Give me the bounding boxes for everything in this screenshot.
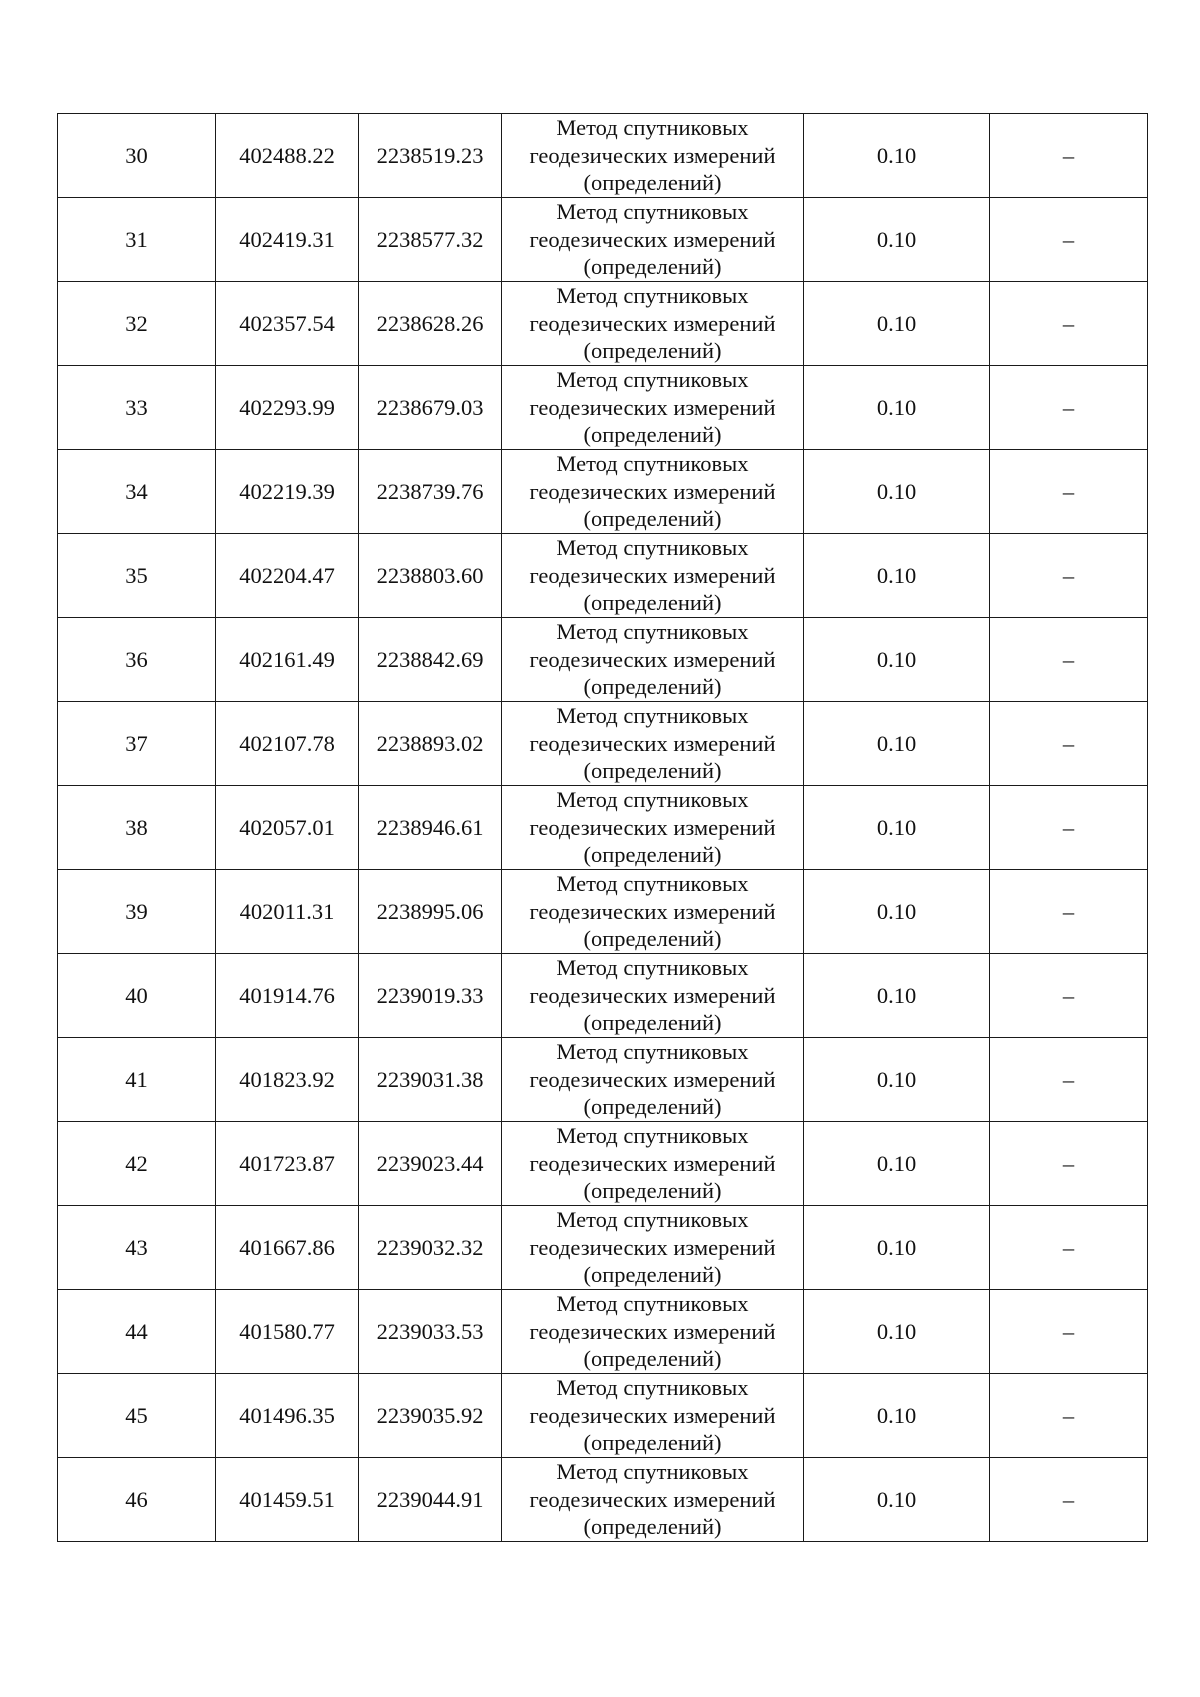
method-text-line: Метод спутниковых — [556, 283, 749, 309]
accuracy-cell: 0.10 — [804, 1206, 990, 1290]
method-text-line: геодезических измерений — [529, 730, 776, 756]
method-cell — [502, 1122, 804, 1206]
point-number-cell: 40 — [58, 954, 216, 1038]
x-coordinate-cell: 401667.86 — [216, 1206, 359, 1290]
method-text-line: Метод спутниковых — [556, 535, 749, 561]
y-coordinate-cell: 2239019.33 — [359, 954, 502, 1038]
method-text-line: геодезических измерений — [529, 982, 776, 1008]
point-number-cell: 31 — [58, 198, 216, 282]
accuracy-cell: 0.10 — [804, 618, 990, 702]
description-cell: – — [990, 1374, 1148, 1458]
table-body — [58, 114, 1148, 1542]
table-row — [58, 618, 1148, 702]
method-text-line: Метод спутниковых — [556, 367, 749, 393]
x-coordinate-cell: 402161.49 — [216, 618, 359, 702]
point-number-cell: 33 — [58, 366, 216, 450]
method-text-line: геодезических измерений — [529, 646, 776, 672]
x-coordinate-cell: 402057.01 — [216, 786, 359, 870]
table-row — [58, 198, 1148, 282]
method-text-line: Метод спутниковых — [556, 955, 749, 981]
x-coordinate-cell: 402293.99 — [216, 366, 359, 450]
method-text-line: Метод спутниковых — [556, 451, 749, 477]
method-text-line: геодезических измерений — [529, 562, 776, 588]
method-cell — [502, 450, 804, 534]
table-row — [58, 534, 1148, 618]
table-row — [58, 1038, 1148, 1122]
method-text-line: геодезических измерений — [529, 1402, 776, 1428]
y-coordinate-cell: 2238995.06 — [359, 870, 502, 954]
method-text-line: геодезических измерений — [529, 898, 776, 924]
method-text-line: (определений) — [583, 1178, 722, 1204]
method-cell — [502, 114, 804, 198]
method-cell — [502, 1458, 804, 1542]
y-coordinate-cell: 2238628.26 — [359, 282, 502, 366]
description-cell: – — [990, 366, 1148, 450]
table-row — [58, 450, 1148, 534]
method-text-line: Метод спутниковых — [556, 1039, 749, 1065]
method-text-line: геодезических измерений — [529, 1150, 776, 1176]
accuracy-cell: 0.10 — [804, 282, 990, 366]
method-text-line: Метод спутниковых — [556, 703, 749, 729]
x-coordinate-cell: 401459.51 — [216, 1458, 359, 1542]
method-cell — [502, 282, 804, 366]
y-coordinate-cell: 2238739.76 — [359, 450, 502, 534]
method-cell — [502, 1038, 804, 1122]
method-text-line: геодезических измерений — [529, 1066, 776, 1092]
point-number-cell: 43 — [58, 1206, 216, 1290]
method-cell — [502, 870, 804, 954]
method-cell — [502, 198, 804, 282]
method-text-line: геодезических измерений — [529, 1234, 776, 1260]
method-text-line: Метод спутниковых — [556, 1375, 749, 1401]
point-number-cell: 41 — [58, 1038, 216, 1122]
x-coordinate-cell: 401723.87 — [216, 1122, 359, 1206]
description-cell: – — [990, 1290, 1148, 1374]
table-row — [58, 870, 1148, 954]
y-coordinate-cell: 2239035.92 — [359, 1374, 502, 1458]
accuracy-cell: 0.10 — [804, 954, 990, 1038]
method-text-line: Метод спутниковых — [556, 1459, 749, 1485]
method-text-line: геодезических измерений — [529, 1486, 776, 1512]
y-coordinate-cell: 2238519.23 — [359, 114, 502, 198]
method-cell — [502, 618, 804, 702]
method-text-line: Метод спутниковых — [556, 199, 749, 225]
point-number-cell: 32 — [58, 282, 216, 366]
method-text-line: (определений) — [583, 1262, 722, 1288]
method-text-line: геодезических измерений — [529, 478, 776, 504]
method-text-line: Метод спутниковых — [556, 1291, 749, 1317]
description-cell: – — [990, 282, 1148, 366]
method-text-line: (определений) — [583, 1514, 722, 1540]
x-coordinate-cell: 402219.39 — [216, 450, 359, 534]
method-text-line: геодезических измерений — [529, 1318, 776, 1344]
description-cell: – — [990, 1038, 1148, 1122]
method-text-line: (определений) — [583, 674, 722, 700]
description-cell: – — [990, 702, 1148, 786]
description-cell: – — [990, 114, 1148, 198]
accuracy-cell: 0.10 — [804, 198, 990, 282]
method-cell — [502, 366, 804, 450]
description-cell: – — [990, 1206, 1148, 1290]
accuracy-cell: 0.10 — [804, 870, 990, 954]
description-cell: – — [990, 1458, 1148, 1542]
method-text-line: (определений) — [583, 590, 722, 616]
x-coordinate-cell: 402107.78 — [216, 702, 359, 786]
method-cell — [502, 1206, 804, 1290]
table-row — [58, 954, 1148, 1038]
y-coordinate-cell: 2239044.91 — [359, 1458, 502, 1542]
accuracy-cell: 0.10 — [804, 1290, 990, 1374]
method-text-line: геодезических измерений — [529, 814, 776, 840]
description-cell: – — [990, 870, 1148, 954]
y-coordinate-cell: 2239023.44 — [359, 1122, 502, 1206]
y-coordinate-cell: 2238679.03 — [359, 366, 502, 450]
table-row — [58, 282, 1148, 366]
method-text-line: Метод спутниковых — [556, 871, 749, 897]
method-text-line: (определений) — [583, 1430, 722, 1456]
x-coordinate-cell: 401496.35 — [216, 1374, 359, 1458]
accuracy-cell: 0.10 — [804, 366, 990, 450]
point-number-cell: 30 — [58, 114, 216, 198]
point-number-cell: 36 — [58, 618, 216, 702]
description-cell: – — [990, 786, 1148, 870]
accuracy-cell: 0.10 — [804, 1122, 990, 1206]
method-text-line: геодезических измерений — [529, 142, 776, 168]
y-coordinate-cell: 2239032.32 — [359, 1206, 502, 1290]
y-coordinate-cell: 2238893.02 — [359, 702, 502, 786]
description-cell: – — [990, 1122, 1148, 1206]
y-coordinate-cell: 2238842.69 — [359, 618, 502, 702]
point-number-cell: 39 — [58, 870, 216, 954]
method-text-line: геодезических измерений — [529, 394, 776, 420]
x-coordinate-cell: 402204.47 — [216, 534, 359, 618]
method-cell — [502, 534, 804, 618]
method-text-line: геодезических измерений — [529, 310, 776, 336]
point-number-cell: 34 — [58, 450, 216, 534]
x-coordinate-cell: 401580.77 — [216, 1290, 359, 1374]
method-text-line: (определений) — [583, 1094, 722, 1120]
description-cell: – — [990, 450, 1148, 534]
method-text-line: (определений) — [583, 422, 722, 448]
method-cell — [502, 954, 804, 1038]
method-text-line: (определений) — [583, 758, 722, 784]
x-coordinate-cell: 402488.22 — [216, 114, 359, 198]
coordinates-table — [57, 113, 1148, 1542]
method-text-line: Метод спутниковых — [556, 1207, 749, 1233]
method-text-line: (определений) — [583, 338, 722, 364]
accuracy-cell: 0.10 — [804, 1374, 990, 1458]
point-number-cell: 46 — [58, 1458, 216, 1542]
accuracy-cell: 0.10 — [804, 534, 990, 618]
table-row — [58, 786, 1148, 870]
description-cell: – — [990, 954, 1148, 1038]
y-coordinate-cell: 2238946.61 — [359, 786, 502, 870]
method-text-line: Метод спутниковых — [556, 787, 749, 813]
x-coordinate-cell: 401823.92 — [216, 1038, 359, 1122]
method-text-line: (определений) — [583, 926, 722, 952]
point-number-cell: 37 — [58, 702, 216, 786]
point-number-cell: 42 — [58, 1122, 216, 1206]
table-row — [58, 366, 1148, 450]
x-coordinate-cell: 402357.54 — [216, 282, 359, 366]
method-cell — [502, 702, 804, 786]
accuracy-cell: 0.10 — [804, 1038, 990, 1122]
y-coordinate-cell: 2239033.53 — [359, 1290, 502, 1374]
accuracy-cell: 0.10 — [804, 1458, 990, 1542]
method-cell — [502, 1374, 804, 1458]
accuracy-cell: 0.10 — [804, 450, 990, 534]
description-cell: – — [990, 534, 1148, 618]
x-coordinate-cell: 401914.76 — [216, 954, 359, 1038]
point-number-cell: 38 — [58, 786, 216, 870]
description-cell: – — [990, 618, 1148, 702]
method-text-line: (определений) — [583, 1346, 722, 1372]
point-number-cell: 45 — [58, 1374, 216, 1458]
method-text-line: (определений) — [583, 170, 722, 196]
y-coordinate-cell: 2238577.32 — [359, 198, 502, 282]
method-cell — [502, 786, 804, 870]
method-text-line: (определений) — [583, 254, 722, 280]
table-row — [58, 1374, 1148, 1458]
table-row — [58, 1206, 1148, 1290]
method-cell — [502, 1290, 804, 1374]
point-number-cell: 35 — [58, 534, 216, 618]
y-coordinate-cell: 2239031.38 — [359, 1038, 502, 1122]
method-text-line: геодезических измерений — [529, 226, 776, 252]
table-row — [58, 114, 1148, 198]
x-coordinate-cell: 402419.31 — [216, 198, 359, 282]
x-coordinate-cell: 402011.31 — [216, 870, 359, 954]
point-number-cell: 44 — [58, 1290, 216, 1374]
method-text-line: Метод спутниковых — [556, 115, 749, 141]
table-row — [58, 1290, 1148, 1374]
method-text-line: Метод спутниковых — [556, 619, 749, 645]
y-coordinate-cell: 2238803.60 — [359, 534, 502, 618]
description-cell: – — [990, 198, 1148, 282]
method-text-line: Метод спутниковых — [556, 1123, 749, 1149]
table-row — [58, 702, 1148, 786]
table-row — [58, 1122, 1148, 1206]
method-text-line: (определений) — [583, 842, 722, 868]
accuracy-cell: 0.10 — [804, 702, 990, 786]
table-row — [58, 1458, 1148, 1542]
accuracy-cell: 0.10 — [804, 786, 990, 870]
method-text-line: (определений) — [583, 1010, 722, 1036]
method-text-line: (определений) — [583, 506, 722, 532]
accuracy-cell: 0.10 — [804, 114, 990, 198]
